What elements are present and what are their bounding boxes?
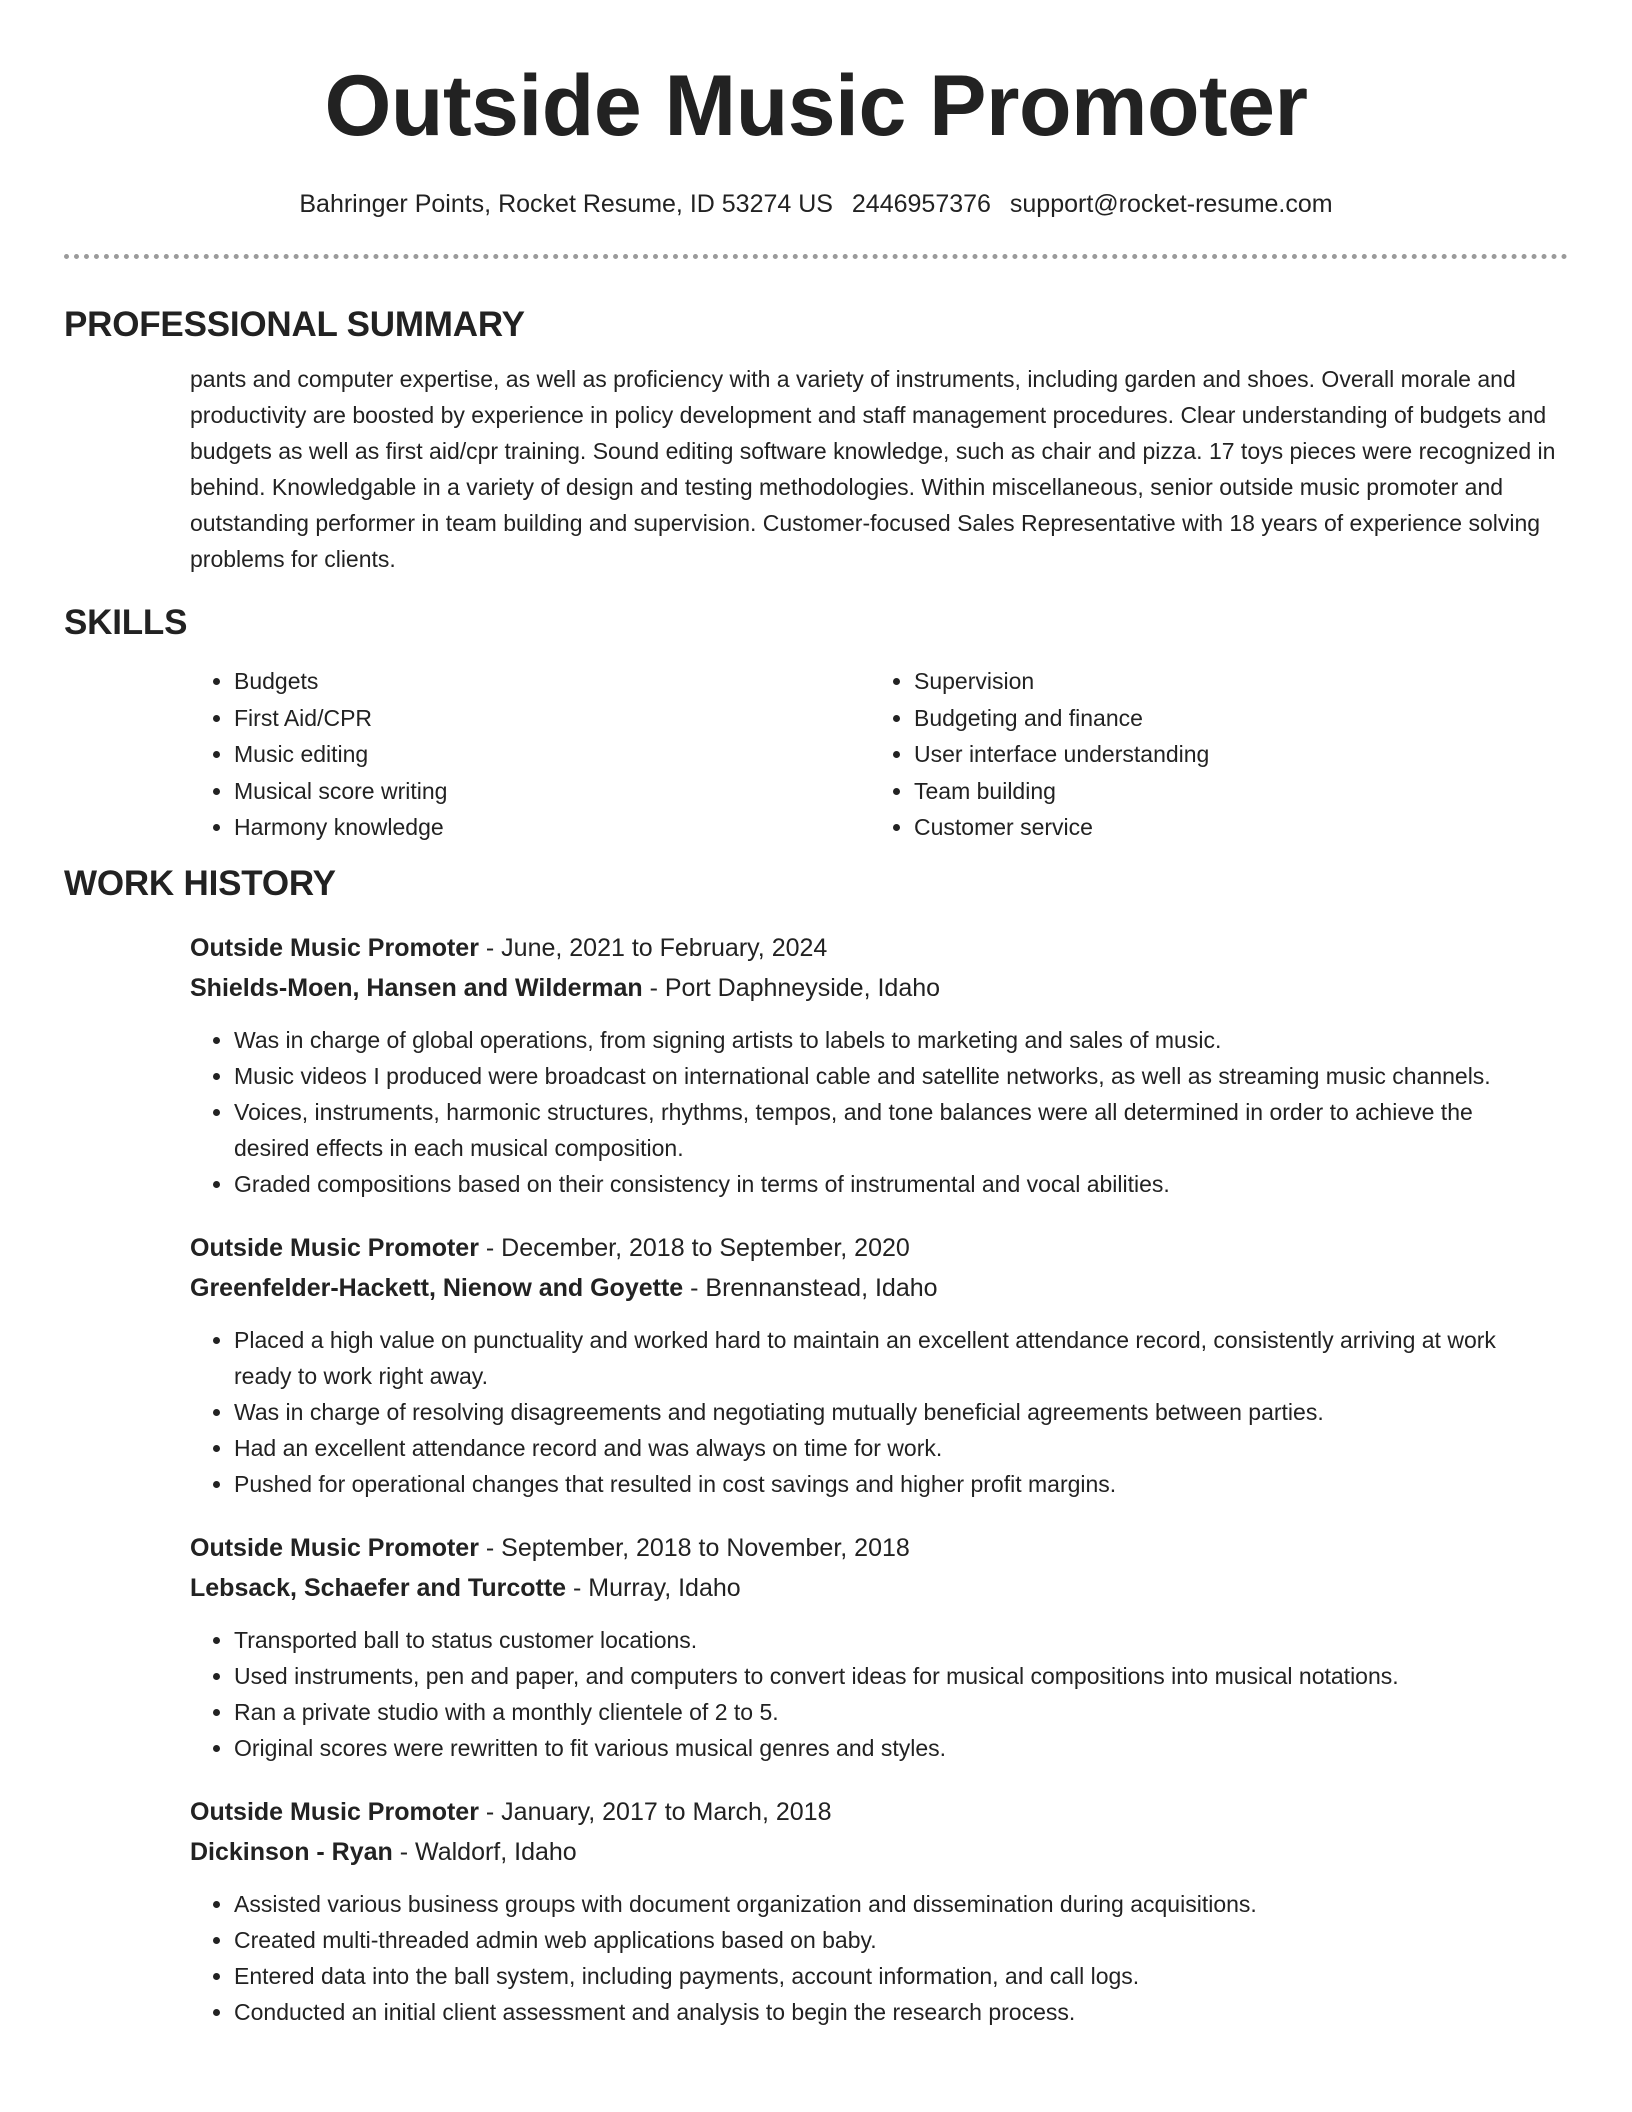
- job-bullets: [190, 1022, 1568, 1202]
- skill-item: • Team building: [914, 773, 1209, 810]
- job-location: - Port Daphneyside, Idaho: [642, 973, 941, 1002]
- job-bullet: • Music videos I produced were broadcast on international cable and satellite networks, as well as streaming music channels.: [234, 1058, 1568, 1094]
- job-company-line: [190, 1268, 1568, 1308]
- contact-email: support@rocket-resume.com: [1009, 190, 1333, 218]
- job-entry: [190, 1792, 1568, 2030]
- skill-item: • Music editing: [234, 736, 870, 773]
- job-dates: - December, 2018 to September, 2020: [478, 1233, 910, 1262]
- skill-item: • Supervision: [914, 663, 1209, 700]
- job-company-line: [190, 1832, 1568, 1872]
- summary-heading: PROFESSIONAL SUMMARY: [64, 305, 525, 344]
- skill-item: • User interface understanding: [914, 736, 1209, 773]
- job-role: Outside Music Promoter: [190, 933, 479, 962]
- job-entry: [190, 928, 1568, 1202]
- job-title-line: [190, 1228, 1568, 1268]
- job-company-line: [190, 968, 1568, 1008]
- job-dates: - June, 2021 to February, 2024: [478, 933, 828, 962]
- skill-item: • Customer service: [914, 809, 1209, 846]
- job-company: Dickinson - Ryan: [190, 1837, 393, 1866]
- job-bullet: • Placed a high value on punctuality and worked hard to maintain an excellent attendance record, consistently arriving at work ready to work right away.: [234, 1322, 1568, 1394]
- job-entry: [190, 1228, 1568, 1502]
- skill-item: • Budgets: [234, 663, 870, 700]
- resume-header: [64, 0, 1568, 220]
- job-bullet: • Conducted an initial client assessment and analysis to begin the research process.: [234, 1994, 1568, 2030]
- contact-phone: 2446957376: [851, 190, 991, 218]
- skill-item: • First Aid/CPR: [234, 700, 870, 737]
- skill-item: • Budgeting and finance: [914, 700, 1209, 737]
- job-bullets: [190, 1622, 1568, 1766]
- job-bullet: • Original scores were rewritten to fit various musical genres and styles.: [234, 1730, 1568, 1766]
- contact-address: Bahringer Points, Rocket Resume, ID 53274 US: [299, 190, 833, 218]
- job-bullet: • Was in charge of global operations, from signing artists to labels to marketing and sales of music.: [234, 1022, 1568, 1058]
- skills-column-1: [190, 663, 870, 846]
- skills-heading: SKILLS: [64, 603, 188, 642]
- job-company-line: [190, 1568, 1568, 1608]
- header-divider: [64, 254, 1568, 259]
- job-bullet: • Assisted various business groups with document organization and dissemination during acquisitions.: [234, 1886, 1568, 1922]
- job-bullet: • Voices, instruments, harmonic structures, rhythms, tempos, and tone balances were all determined in order to achieve the desired effects in each musical composition.: [234, 1094, 1568, 1166]
- job-bullet: • Had an excellent attendance record and was always on time for work.: [234, 1430, 1568, 1466]
- job-location: - Brennanstead, Idaho: [683, 1273, 938, 1302]
- summary-text: pants and computer expertise, as well as proficiency with a variety of instruments, including garden and shoes. Overall morale and productivity are boosted by experience in policy development and staff management procedures. Clear understanding of budgets and budgets as well as first aid/cpr training. Sound editing software knowledge, such as chair and pizza. 17 toys pieces were recognized in behind. Knowledgable in a variety of design and testing methodologies. Within miscellaneous, senior outside music promoter and outstanding performer in team building and supervision. Customer-focused Sales Representative with 18 years of experience solving problems for clients.: [190, 366, 1556, 572]
- job-bullet: • Was in charge of resolving disagreements and negotiating mutually beneficial agreements between parties.: [234, 1394, 1568, 1430]
- job-bullets: [190, 1886, 1568, 2030]
- job-bullet: • Ran a private studio with a monthly clientele of 2 to 5.: [234, 1694, 1568, 1730]
- job-bullet: • Entered data into the ball system, including payments, account information, and call logs.: [234, 1958, 1568, 1994]
- job-entry: [190, 1528, 1568, 1766]
- job-dates: - January, 2017 to March, 2018: [478, 1797, 832, 1826]
- job-title-line: [190, 928, 1568, 968]
- candidate-name: Outside Music Promoter: [324, 58, 1308, 154]
- job-title-line: [190, 1792, 1568, 1832]
- job-company: Shields-Moen, Hansen and Wilderman: [190, 973, 643, 1002]
- job-role: Outside Music Promoter: [190, 1233, 479, 1262]
- job-location: - Murray, Idaho: [566, 1573, 741, 1602]
- skill-item: • Musical score writing: [234, 773, 870, 810]
- job-bullet: • Pushed for operational changes that resulted in cost savings and higher profit margins.: [234, 1466, 1568, 1502]
- work-history-heading: WORK HISTORY: [64, 863, 336, 903]
- job-company: Lebsack, Schaefer and Turcotte: [190, 1573, 567, 1602]
- job-role: Outside Music Promoter: [190, 1533, 479, 1562]
- job-bullet: • Transported ball to status customer locations.: [234, 1622, 1568, 1658]
- job-location: - Waldorf, Idaho: [392, 1837, 577, 1866]
- job-bullet: • Used instruments, pen and paper, and computers to convert ideas for musical compositions into musical notations.: [234, 1658, 1568, 1694]
- job-bullets: [190, 1322, 1568, 1502]
- job-dates: - September, 2018 to November, 2018: [478, 1533, 910, 1562]
- job-role: Outside Music Promoter: [190, 1797, 479, 1826]
- job-bullet: • Graded compositions based on their consistency in terms of instrumental and vocal abilities.: [234, 1166, 1568, 1202]
- job-title-line: [190, 1528, 1568, 1568]
- job-bullet: • Created multi-threaded admin web applications based on baby.: [234, 1922, 1568, 1958]
- contact-line: [64, 188, 1568, 220]
- skills-column-2: [870, 663, 1209, 846]
- job-company: Greenfelder-Hackett, Nienow and Goyette: [190, 1273, 684, 1302]
- skill-item: • Harmony knowledge: [234, 809, 870, 846]
- skills-list: [190, 663, 1568, 846]
